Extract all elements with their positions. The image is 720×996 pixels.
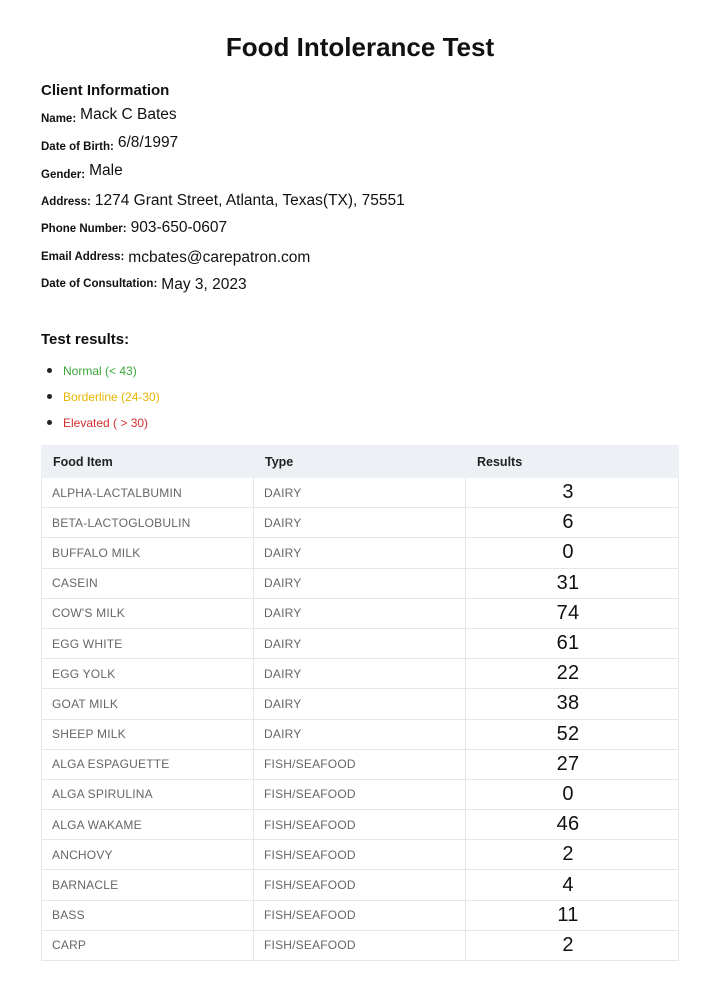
type-cell: DAIRY xyxy=(254,478,466,508)
result-cell: 6 xyxy=(466,508,679,538)
address-field xyxy=(41,192,405,210)
gender-field xyxy=(41,162,123,183)
dob-value: 6/8/1997 xyxy=(117,134,179,151)
legend-item-borderline xyxy=(46,388,160,414)
type-cell: DAIRY xyxy=(254,568,466,598)
food-item-cell: BUFFALO MILK xyxy=(42,538,254,568)
legend-elevated-text: Elevated ( > 30) xyxy=(63,416,149,430)
phone-value: 903-650-0607 xyxy=(130,219,228,236)
result-cell: 2 xyxy=(466,840,679,870)
consultation-date-field xyxy=(41,274,247,292)
header-type: Type xyxy=(254,446,466,478)
dob-field xyxy=(41,134,179,155)
food-item-cell: BARNACLE xyxy=(42,870,254,900)
address-label: Address: xyxy=(41,196,91,208)
table-row xyxy=(42,779,679,809)
gender-value: Male xyxy=(89,162,123,179)
table-row xyxy=(42,628,679,658)
food-item-cell: COW'S MILK xyxy=(42,598,254,628)
consultation-date-label: Date of Consultation: xyxy=(41,278,158,290)
bullet-icon xyxy=(47,394,52,399)
type-cell: FISH/SEAFOOD xyxy=(254,930,466,960)
type-cell: DAIRY xyxy=(254,598,466,628)
results-table xyxy=(41,445,679,961)
result-cell: 52 xyxy=(466,719,679,749)
type-cell: FISH/SEAFOOD xyxy=(254,900,466,930)
email-value: mcbates@carepatron.com xyxy=(128,249,311,266)
result-cell: 22 xyxy=(466,659,679,689)
header-results: Results xyxy=(466,446,679,478)
phone-field xyxy=(41,219,227,237)
result-cell: 0 xyxy=(466,538,679,568)
food-item-cell: ANCHOVY xyxy=(42,840,254,870)
result-cell: 31 xyxy=(466,568,679,598)
name-label: Name: xyxy=(41,113,77,125)
name-value: Mack C Bates xyxy=(80,106,177,123)
page-title: Food Intolerance Test xyxy=(225,32,495,62)
table-row xyxy=(42,870,679,900)
food-item-cell: BASS xyxy=(42,900,254,930)
result-cell: 38 xyxy=(466,689,679,719)
legend-item-elevated xyxy=(46,414,160,440)
table-row xyxy=(42,900,679,930)
email-field xyxy=(41,247,310,265)
type-cell: DAIRY xyxy=(254,628,466,658)
phone-label: Phone Number: xyxy=(41,223,127,235)
consultation-date-value: May 3, 2023 xyxy=(161,276,247,293)
food-item-cell: ALPHA-LACTALBUMIN xyxy=(42,478,254,508)
food-item-cell: ALGA WAKAME xyxy=(42,810,254,840)
food-item-cell: EGG WHITE xyxy=(42,628,254,658)
table-row xyxy=(42,538,679,568)
result-cell: 3 xyxy=(466,478,679,508)
table-row xyxy=(42,749,679,779)
result-cell: 46 xyxy=(466,810,679,840)
type-cell: DAIRY xyxy=(254,659,466,689)
table-row xyxy=(42,719,679,749)
table-header-row xyxy=(42,446,679,478)
legend-borderline-text: Borderline (24-30) xyxy=(63,390,160,404)
food-item-cell: BETA-LACTOGLOBULIN xyxy=(42,508,254,538)
food-item-cell: SHEEP MILK xyxy=(42,719,254,749)
food-item-cell: CASEIN xyxy=(42,568,254,598)
name-field xyxy=(41,106,177,127)
address-value: 1274 Grant Street, Atlanta, Texas(TX), 75551 xyxy=(94,192,405,209)
food-item-cell: GOAT MILK xyxy=(42,689,254,719)
type-cell: FISH/SEAFOOD xyxy=(254,810,466,840)
table-row xyxy=(42,568,679,598)
result-cell: 61 xyxy=(466,628,679,658)
table-row xyxy=(42,810,679,840)
result-cell: 4 xyxy=(466,870,679,900)
type-cell: FISH/SEAFOOD xyxy=(254,840,466,870)
table-row xyxy=(42,840,679,870)
legend-normal-text: Normal (< 43) xyxy=(63,364,137,378)
gender-label: Gender: xyxy=(41,169,86,181)
food-item-cell: ALGA ESPAGUETTE xyxy=(42,749,254,779)
table-row xyxy=(42,508,679,538)
email-label: Email Address: xyxy=(41,251,125,263)
result-cell: 2 xyxy=(466,930,679,960)
client-info-heading: Client Information xyxy=(41,82,170,99)
header-food-item: Food Item xyxy=(42,446,254,478)
table-row xyxy=(42,689,679,719)
type-cell: DAIRY xyxy=(254,538,466,568)
legend-item-normal xyxy=(46,362,160,388)
table-row xyxy=(42,478,679,508)
table-row xyxy=(42,598,679,628)
results-legend xyxy=(46,362,160,440)
dob-label: Date of Birth: xyxy=(41,141,114,153)
type-cell: DAIRY xyxy=(254,719,466,749)
type-cell: FISH/SEAFOOD xyxy=(254,870,466,900)
bullet-icon xyxy=(47,368,52,373)
table-row xyxy=(42,930,679,960)
food-item-cell: EGG YOLK xyxy=(42,659,254,689)
bullet-icon xyxy=(47,420,52,425)
test-results-heading: Test results: xyxy=(41,331,130,348)
type-cell: FISH/SEAFOOD xyxy=(254,749,466,779)
food-item-cell: ALGA SPIRULINA xyxy=(42,779,254,809)
result-cell: 27 xyxy=(466,749,679,779)
result-cell: 11 xyxy=(466,900,679,930)
result-cell: 74 xyxy=(466,598,679,628)
type-cell: DAIRY xyxy=(254,508,466,538)
result-cell: 0 xyxy=(466,779,679,809)
food-item-cell: CARP xyxy=(42,930,254,960)
type-cell: DAIRY xyxy=(254,689,466,719)
type-cell: FISH/SEAFOOD xyxy=(254,779,466,809)
table-row xyxy=(42,659,679,689)
